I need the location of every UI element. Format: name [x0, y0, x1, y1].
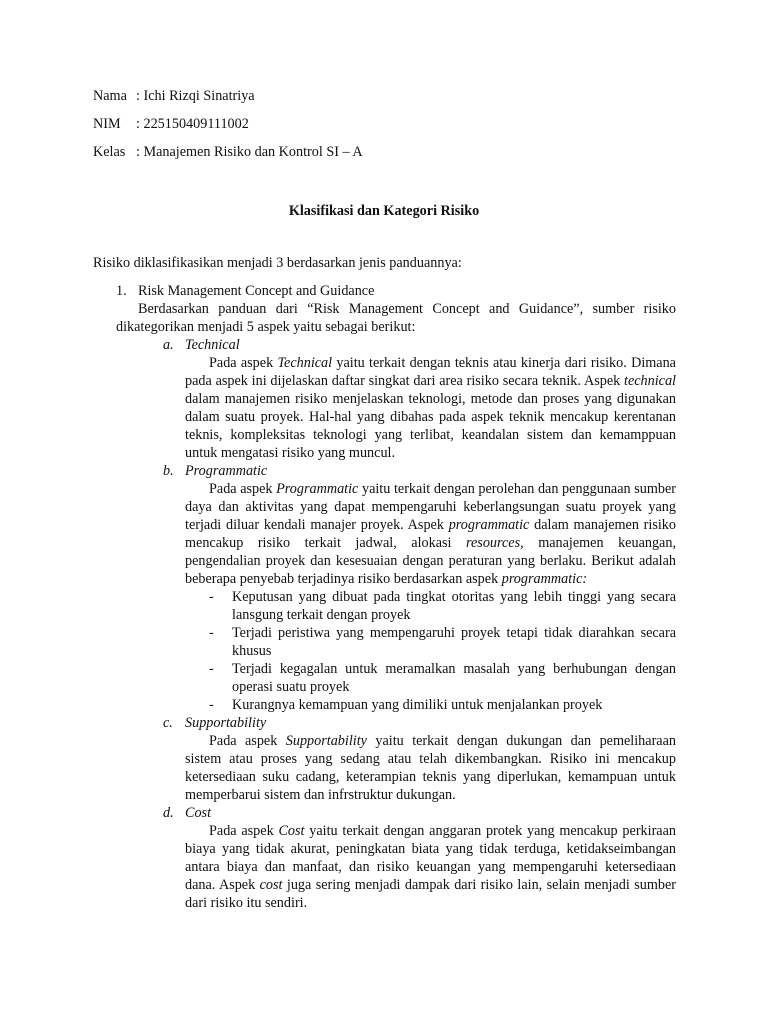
list-item-text: Terjadi kegagalan untuk meramalkan masalah yang berhubungan dengan operasi suatu proyek: [232, 661, 676, 695]
text-run: manajemen keuangan, pengendalian proyek dan kesesuaian dengan peraturan yang berlaku. Berikut adalah beberapa penyebab terjadinya risiko berdasarkan aspek: [185, 535, 676, 587]
text-run-italic: Technical: [277, 355, 333, 371]
item-programmatic-heading: Programmatic: [185, 463, 268, 479]
text-run-italic: technical: [624, 373, 676, 389]
item-programmatic-letter: b.: [163, 463, 174, 479]
text-run: dalam manajemen risiko mencakup risiko terkait jadwal, alokasi: [185, 517, 676, 551]
list-item: [209, 696, 676, 714]
programmatic-cause-list: [209, 588, 676, 714]
list-item: [209, 660, 676, 696]
section-1-paragraph: Berdasarkan panduan dari “Risk Management Concept and Guidance”, sumber risiko dikategorikan menjadi 5 aspek yaitu sebagai berikut:: [116, 301, 676, 335]
kelas-row: [93, 143, 363, 171]
list-item: [209, 624, 676, 660]
text-run: yaitu terkait dengan teknis atau kinerja dari risiko. Dimana pada aspek ini dijelaskan daftar singkat dari area risiko secara teknik. Aspek: [185, 355, 676, 389]
text-run: Pada aspek: [209, 733, 286, 749]
item-programmatic: [163, 462, 676, 714]
document-title: Klasifikasi dan Kategori Risiko: [288, 203, 480, 219]
student-info: [93, 87, 363, 171]
item-cost: [163, 804, 676, 912]
section-1-number: 1.: [116, 283, 127, 299]
item-programmatic-paragraph: [185, 480, 676, 588]
text-run-italic: resources,: [466, 535, 524, 551]
dash-marker: -: [209, 625, 214, 641]
item-technical-heading: Technical: [185, 337, 240, 353]
nama-row: [93, 87, 363, 115]
item-supportability: [163, 714, 676, 804]
list-item-text: Kurangnya kemampuan yang dimiliki untuk menjalankan proyek: [232, 697, 603, 713]
document-body: [116, 282, 676, 912]
item-supportability-letter: c.: [163, 715, 173, 731]
section-1-heading: Risk Management Concept and Guidance: [138, 283, 375, 299]
text-run: juga sering menjadi dampak dari risiko lain, selain menjadi sumber dari risiko itu sendiri.: [185, 877, 676, 911]
nim-label: NIM: [93, 116, 121, 132]
kelas-label: Kelas: [93, 144, 126, 160]
item-supportability-heading: Supportability: [185, 715, 267, 731]
section-1: [116, 282, 676, 912]
intro-text: Risiko diklasifikasikan menjadi 3 berdasarkan jenis panduannya:: [93, 255, 462, 271]
dash-marker: -: [209, 589, 214, 605]
text-run: Pada aspek: [209, 481, 277, 497]
nim-row: [93, 115, 363, 143]
kelas-value: : Manajemen Risiko dan Kontrol SI – A: [136, 144, 363, 160]
text-run-italic: programmatic: [448, 517, 530, 533]
nama-label: Nama: [93, 88, 127, 104]
text-run: Pada aspek: [209, 823, 279, 839]
dash-marker: -: [209, 661, 214, 677]
text-run: dalam manajemen risiko menjelaskan teknologi, metode dan proses yang digunakan dalam suatu proyek. Hal-hal yang dibahas pada aspek teknik mencakup kerentanan teknis, kompleksitas teknologi yang terlibat, keandalan sistem dan kemamppuan untuk mengatasi risiko yang muncul.: [185, 391, 676, 461]
list-item: [209, 588, 676, 624]
dash-marker: -: [209, 697, 214, 713]
item-technical: [163, 336, 676, 462]
item-technical-letter: a.: [163, 337, 174, 353]
text-run: Pada aspek: [209, 355, 278, 371]
text-run: yaitu terkait dengan dukungan dan pemeliharaan sistem atau proses yang sedang atau telah dikembangkan. Risiko ini mencakup ketersediaan suku cadang, keterampian teknis yang diperlukan, kemampuan untuk memperbarui sistem dan infrstruktur dukungan.: [185, 733, 676, 803]
item-technical-paragraph: [185, 354, 676, 462]
text-run-italic: Supportability: [285, 733, 367, 749]
list-item-text: Keputusan yang dibuat pada tingkat otoritas yang lebih tinggi yang secara lansgung terkait dengan proyek: [232, 589, 676, 623]
text-run: yaitu terkait dengan perolehan dan penggunaan sumber daya dan aktivitas yang dapat mempengaruhi keberlangsungan suatu proyek yang terjadi diluar kendali manajer proyek. Aspek: [185, 481, 676, 533]
text-run-italic: programmatic:: [501, 571, 588, 587]
item-cost-paragraph: [185, 822, 676, 912]
text-run: yaitu terkait dengan anggaran protek yang mencakup perkiraan biaya yang tidak akurat, peningkatan biata yang tidak terduga, ketidakseimbangan antara biaya dan manfaat, dan risiko keuangan yang mempengaruhi ketersediaan dana. Aspek: [185, 823, 676, 893]
text-run-italic: Programmatic: [276, 481, 359, 497]
text-run-italic: cost: [259, 877, 283, 893]
item-cost-heading: Cost: [185, 805, 212, 821]
item-cost-letter: d.: [163, 805, 174, 821]
item-supportability-paragraph: [185, 732, 676, 804]
nim-value: : 225150409111002: [136, 116, 249, 132]
nama-value: : Ichi Rizqi Sinatriya: [136, 88, 255, 104]
text-run-italic: Cost: [278, 823, 305, 839]
list-item-text: Terjadi peristiwa yang mempengaruhi proyek tetapi tidak diarahkan secara khusus: [232, 625, 676, 659]
